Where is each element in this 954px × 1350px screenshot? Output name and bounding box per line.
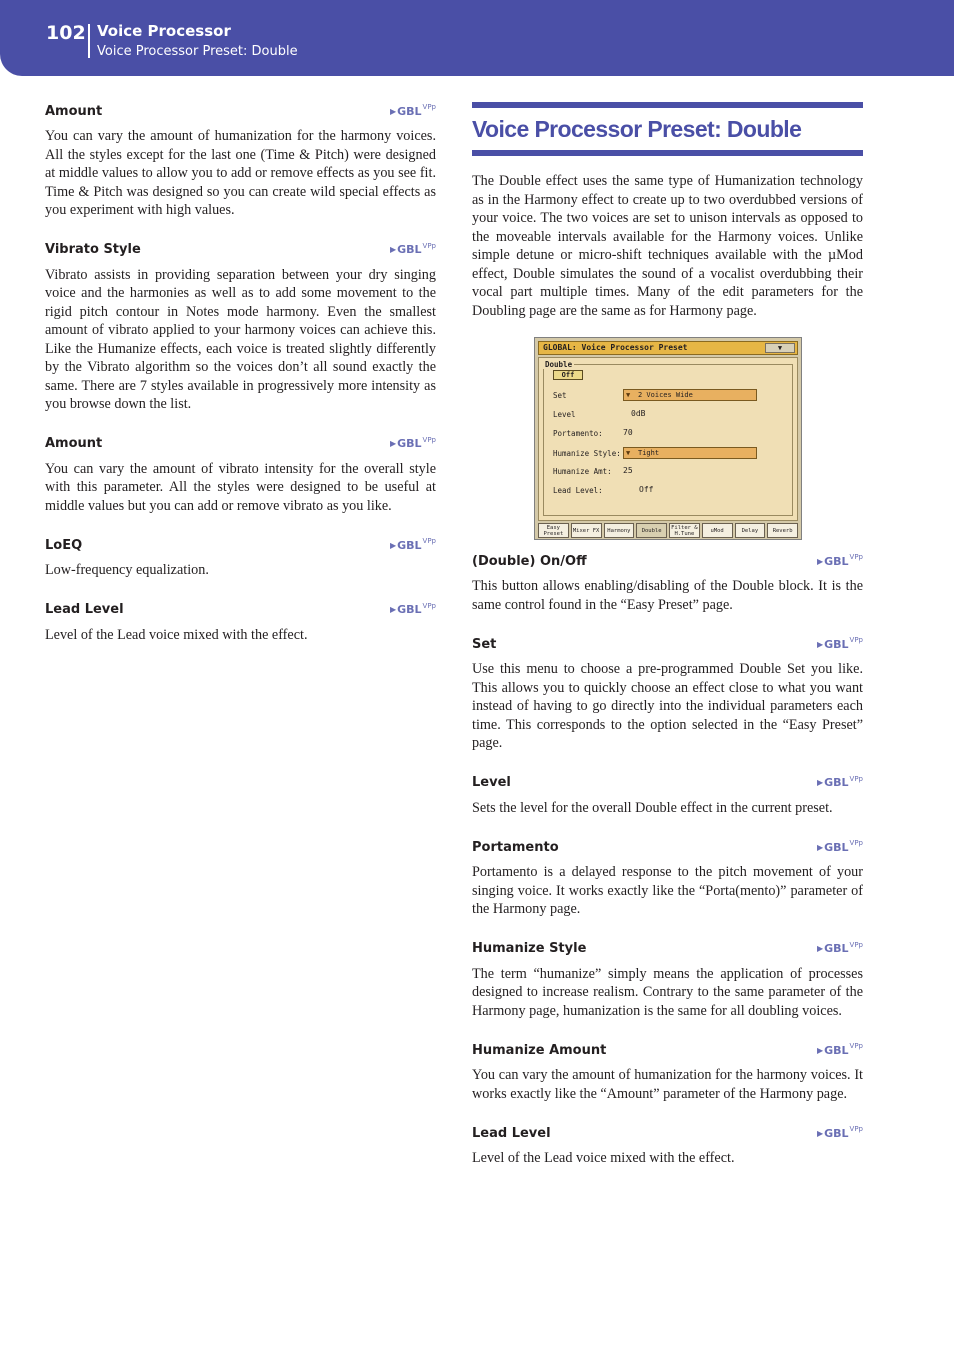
triangle-down-icon: ▼ <box>777 344 783 352</box>
param-title: Humanize Style <box>472 941 587 956</box>
double-group-label: Double <box>545 360 573 369</box>
param-lead-level <box>45 601 436 645</box>
param-title: Lead Level <box>472 1125 551 1141</box>
tab-filter-htune[interactable]: Filter & H.Tune <box>669 523 700 538</box>
section-intro: The Double effect uses the same type of Humanization technology as in the Harmony effect to create up to two overdubbed versions of your voice. The two voices are set to unison intervals as opposed to the moveable intervals available for the Harmony voices. Unlike simple detune or micro-shift techniques available with the µMod effect, Double simulates the sound of a vocalist overdubbing their vocal part multiple times. Many of the edit parameters for the Doubling page are the same as for Harmony page. <box>472 173 863 319</box>
gbl-marker: ▶ GBL $^{VPp}$ <box>816 940 863 955</box>
param-vibrato-amount <box>45 435 436 516</box>
section-title: Voice Processor Preset: Double <box>472 116 802 142</box>
triangle-icon: ▶ <box>389 439 397 448</box>
param-title: LoEQ <box>45 537 83 553</box>
param-double-onoff <box>472 552 863 614</box>
section-rule-bottom <box>472 150 863 156</box>
param-title: Amount <box>45 103 103 119</box>
param-title: (Double) On/Off <box>472 553 587 569</box>
portamento-value[interactable]: 70 <box>623 428 633 437</box>
gbl-marker: ▶ GBL $^{VPp}$ <box>389 601 436 616</box>
gbl-marker: ▶ GBL $^{VPp}$ <box>816 774 863 789</box>
page-header <box>0 0 954 76</box>
tab-reverb[interactable]: Reverb <box>767 523 798 538</box>
tab-umod[interactable]: uMod <box>702 523 733 538</box>
set-select[interactable]: ▼ 2 Voices Wide <box>623 389 757 401</box>
param-text: Level of the Lead voice mixed with the effect. <box>45 626 308 643</box>
display-title: GLOBAL: Voice Processor Preset <box>543 343 688 352</box>
right-column <box>472 102 863 1168</box>
gbl-marker: ▶ GBL $^{VPp}$ <box>816 1125 863 1140</box>
triangle-icon: ▶ <box>816 944 824 953</box>
triangle-icon: ▶ <box>389 245 397 254</box>
param-title: Amount <box>45 436 103 451</box>
triangle-icon: ▶ <box>816 1128 824 1138</box>
page-menu-dropdown[interactable] <box>765 343 795 353</box>
gbl-marker: ▶ GBL $^{VPp}$ <box>816 839 863 854</box>
chapter-title: Voice Processor <box>97 22 231 40</box>
gbl-marker: ▶ GBL $^{VPp}$ <box>816 553 863 568</box>
param-title: Set <box>472 636 497 652</box>
humanize-style-select[interactable]: ▼ Tight <box>623 447 757 459</box>
param-text: The term “humanize” simply means the application of processes designed to increase realism. Contrary to the same parameter of the Harmony page, humanization is the same for all doubling voices. <box>472 965 863 1019</box>
triangle-icon: ▶ <box>389 106 397 116</box>
display-screenshot <box>534 337 802 540</box>
display-title-bar <box>538 341 798 355</box>
param-title: Level <box>472 775 511 790</box>
gbl-marker: ▶ GBL $^{VPp}$ <box>389 241 436 256</box>
page-number: 102 <box>46 22 86 44</box>
param-text: This button allows enabling/disabling of the Double block. It is the same control found in the “Easy Preset” page. <box>472 578 863 613</box>
param-loeq <box>45 536 436 580</box>
param-title: Humanize Amount <box>472 1042 607 1058</box>
param-vibrato-style <box>45 241 436 414</box>
tab-harmony[interactable]: Harmony <box>604 523 635 538</box>
triangle-icon: ▶ <box>816 1045 824 1055</box>
param-amount <box>45 102 436 220</box>
param-text: You can vary the amount of humanization for the harmony voices. It works exactly like the “Amount” parameter of the Harmony page. <box>472 1067 863 1102</box>
gbl-marker: ▶ GBL $^{VPp}$ <box>816 636 863 651</box>
humanize-amt-label: Humanize Amt: <box>553 467 612 476</box>
left-column <box>45 102 436 644</box>
portamento-label: Portamento: <box>553 429 603 438</box>
gbl-marker: ▶ GBL $^{VPp}$ <box>389 103 436 118</box>
param-lead-level-double <box>472 1124 863 1168</box>
param-text: Low-frequency equalization. <box>45 562 209 578</box>
select-arrow-icon: ▼ <box>626 391 631 399</box>
tab-mixer-fx[interactable]: Mixer FX <box>571 523 602 538</box>
display-body <box>538 357 798 521</box>
param-title: Vibrato Style <box>45 242 141 257</box>
param-text: Use this menu to choose a pre-programmed Double Set you like. This allows you to quickly choose an effect close to what you want instead of having to go directly into the individual parameters each time. This corresponds to the option selected in the “Easy Preset” page. <box>472 661 863 751</box>
level-label: Level <box>553 410 576 419</box>
tab-easy-preset[interactable]: Easy Preset <box>538 523 569 538</box>
param-text: You can vary the amount of vibrato intensity for the overall style with this parameter. All the styles were designed to be useful at middle values but you can add or remove vibrato as you like. <box>45 460 436 514</box>
display-tab-bar <box>538 523 798 538</box>
lead-level-value[interactable]: Off <box>639 485 654 494</box>
set-label: Set <box>553 391 567 400</box>
humanize-amt-value[interactable]: 25 <box>623 466 633 475</box>
param-humanize-amount <box>472 1041 863 1103</box>
triangle-icon: ▶ <box>816 639 824 649</box>
select-arrow-icon: ▼ <box>626 449 631 457</box>
param-title: Lead Level <box>45 602 124 617</box>
triangle-icon: ▶ <box>389 605 397 614</box>
param-text: Portamento is a delayed response to the pitch movement of your singing voice. It works exactly like the “Porta(mento)” parameter of the Harmony page. <box>472 864 863 917</box>
gbl-marker: ▶ GBL $^{VPp}$ <box>816 1042 863 1057</box>
section-subtitle: Voice Processor Preset: Double <box>97 44 298 59</box>
level-value[interactable]: 0dB <box>631 409 646 418</box>
triangle-icon: ▶ <box>816 556 824 566</box>
humanize-style-label: Humanize Style: <box>553 449 621 458</box>
tab-delay[interactable]: Delay <box>735 523 766 538</box>
tab-double[interactable]: Double <box>636 523 667 538</box>
param-level <box>472 774 863 818</box>
triangle-icon: ▶ <box>816 842 824 852</box>
param-humanize-style <box>472 940 863 1021</box>
gbl-marker: ▶ GBL $^{VPp}$ <box>389 435 436 450</box>
param-title: Portamento <box>472 839 559 855</box>
section-rule-top <box>472 102 863 108</box>
header-divider <box>88 24 90 58</box>
param-set <box>472 635 863 753</box>
gbl-marker: ▶ GBL $^{VPp}$ <box>389 537 436 552</box>
lead-level-label: Lead Level: <box>553 486 603 495</box>
param-portamento <box>472 838 863 919</box>
triangle-icon: ▶ <box>389 540 397 550</box>
double-off-button[interactable]: Off <box>553 370 583 380</box>
param-text: Vibrato assists in providing separation between your dry singing voice and the harmonies as well as to add some movement to the rigid pitch contour in Notes mode harmony. Even the smallest amount of vibrato applied to your harmony voices can achieve this. Like the Humanize effects, each voice is treated slightly differently by the Vibrato algorithm so the voices don’t all sound exactly the same. There are 7 styles available in progressively more intensity as you browse down the list. <box>45 266 436 412</box>
triangle-icon: ▶ <box>816 778 824 787</box>
param-text: You can vary the amount of humanization for the harmony voices. All the styles except for the last one (Time & Pitch) were designed at middle values to allow you to add or remove effects as you see fit. Time & Pitch was designed so you can create wild special effects as you experiment with high values. <box>45 128 436 218</box>
param-text: Sets the level for the overall Double effect in the current preset. <box>472 799 833 816</box>
param-text: Level of the Lead voice mixed with the effect. <box>472 1150 735 1166</box>
